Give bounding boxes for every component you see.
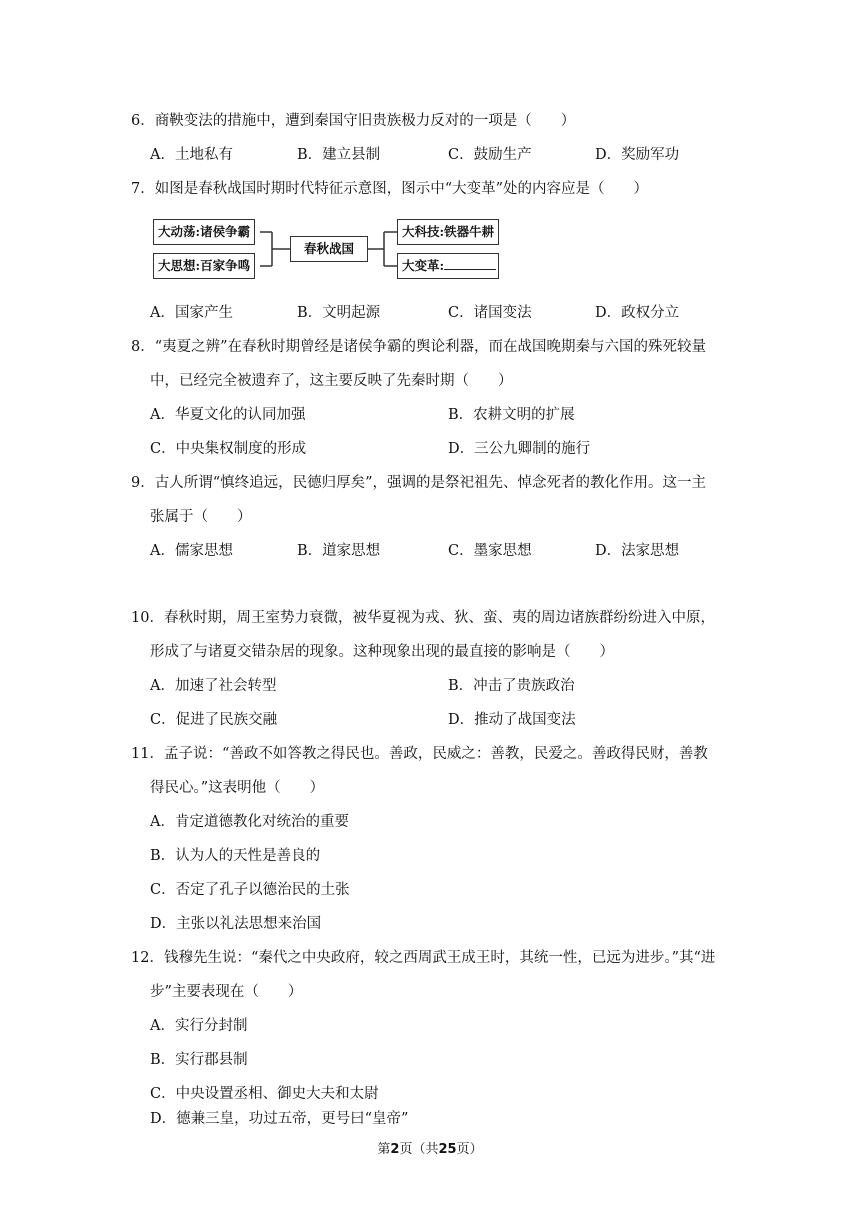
diagram-box-reform-label: 大变革: [402, 258, 445, 273]
question-8-stem-line1: 8．“夷夏之辨”在春秋时期曾经是诸侯争霸的舆论利器，而在战国晚期秦与六国的殊死较量 [131, 339, 707, 355]
q9-option-a: A．儒家思想 [150, 543, 233, 559]
diagram-box-center: 春秋战国 [290, 236, 368, 262]
question-6-stem: 6．商鞅变法的措施中，遭到秦国守旧贵族极力反对的一项是（ ） [131, 113, 576, 129]
q8-option-a: A．华夏文化的认同加强 [150, 407, 306, 423]
footer-total-pages: 25 [438, 1142, 457, 1157]
q11-option-b: B．认为人的天性是善良的 [150, 848, 321, 864]
q6-option-d: D．奖励军功 [595, 147, 680, 163]
answer-blank [444, 255, 496, 270]
q11-option-c: C．否定了孔子以德治民的土张 [150, 882, 350, 898]
q7-option-d: D．政权分立 [595, 305, 680, 321]
q9-option-b: B．道家思想 [297, 543, 381, 559]
q7-option-b: B．文明起源 [297, 305, 381, 321]
q7-option-a: A．国家产生 [150, 305, 233, 321]
q8-option-d: D．三公九卿制的施行 [448, 441, 591, 457]
diagram-box-technology: 大科技:铁器牛耕 [397, 219, 499, 245]
footer-prefix: 第 [377, 1142, 391, 1157]
q6-option-a: A．土地私有 [150, 147, 233, 163]
question-11-stem-line2: 得民心。”这表明他（ ） [150, 780, 325, 796]
q10-option-c: C．促进了民族交融 [150, 712, 278, 728]
question-12-stem-line2: 步”主要表现在（ ） [150, 984, 303, 1000]
question-12-stem-line1: 12．钱穆先生说：“秦代之中央政府，较之西周武王成王时，其统一性，已远为进步。”其“进 [131, 950, 716, 966]
question-9-stem-line1: 9．古人所谓“慎终追远，民德归厚矣”，强调的是祭祀祖先、悼念死者的教化作用。这一主 [131, 475, 707, 491]
q6-option-b: B．建立县制 [297, 147, 381, 163]
q11-option-d: D．主张以礼法思想来治国 [150, 916, 322, 932]
q10-option-b: B．冲击了贵族政治 [448, 678, 575, 694]
q12-option-a: A．实行分封制 [150, 1018, 248, 1034]
q10-option-a: A．加速了社会转型 [150, 678, 277, 694]
q12-option-d: D．德兼三皇，功过五帝，更号曰“皇帝” [150, 1111, 409, 1127]
q7-option-c: C．诸国变法 [448, 305, 532, 321]
footer-suffix: 页） [456, 1142, 483, 1157]
diagram-box-reform [397, 253, 499, 279]
diagram-box-thought: 大思想:百家争鸣 [153, 253, 255, 279]
footer-middle: 页（共 [399, 1142, 439, 1157]
q9-option-c: C．墨家思想 [448, 543, 532, 559]
q12-option-c: C．中央设置丞相、御史大夫和太尉 [150, 1086, 379, 1102]
q10-option-d: D．推动了战国变法 [448, 712, 576, 728]
q9-option-d: D．法家思想 [595, 543, 680, 559]
question-7-stem: 7．如图是春秋战国时期时代特征示意图，图示中“大变革”处的内容应是（ ） [131, 181, 649, 197]
question-10-stem-line1: 10．春秋时期，周王室势力衰微，被华夏视为戎、狄、蛮、夷的周边诸族群纷纷进入中原， [131, 610, 715, 626]
question-9-stem-line2: 张属于（ ） [150, 509, 252, 525]
q8-option-c: C．中央集权制度的形成 [150, 441, 307, 457]
question-11-stem-line1: 11．孟子说：“善政不如答教之得民也。善政，民威之：善教，民爱之。善政得民财，善教 [131, 746, 708, 762]
era-characteristics-diagram [150, 213, 510, 287]
q12-option-b: B．实行郡县制 [150, 1052, 248, 1068]
q6-option-c: C．鼓励生产 [448, 147, 532, 163]
question-8-stem-line2: 中，已经完全被遗弃了，这主要反映了先秦时期（ ） [150, 373, 513, 389]
footer-page-number: 2 [390, 1142, 400, 1157]
question-10-stem-line2: 形成了与诸夏交错杂居的现象。这种现象出现的最直接的影响是（ ） [150, 644, 614, 660]
diagram-box-turmoil: 大动荡:诸侯争霸 [153, 219, 255, 245]
q8-option-b: B．农耕文明的扩展 [448, 407, 575, 423]
q11-option-a: A．肯定道德教化对统治的重要 [150, 814, 349, 830]
page-footer [0, 1138, 860, 1157]
